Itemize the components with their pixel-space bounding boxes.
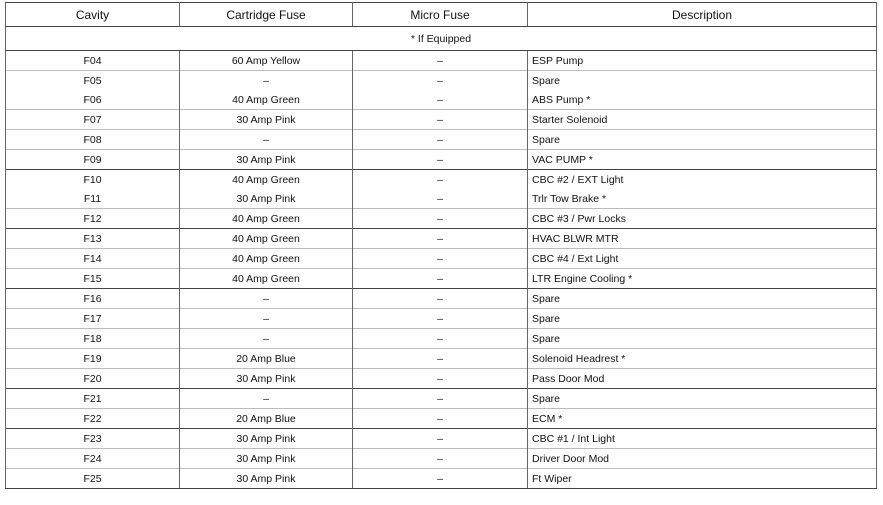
- description-cell: Spare: [528, 71, 877, 91]
- micro-fuse-cell: –: [353, 329, 528, 349]
- cartridge-fuse-cell: 40 Amp Green: [180, 269, 353, 289]
- cavity-cell: F14: [6, 249, 180, 269]
- cavity-cell: F07: [6, 110, 180, 130]
- cavity-cell: F04: [6, 51, 180, 71]
- description-cell: LTR Engine Cooling *: [528, 269, 877, 289]
- cartridge-fuse-cell: 20 Amp Blue: [180, 409, 353, 429]
- description-cell: Starter Solenoid: [528, 110, 877, 130]
- cavity-cell: F19: [6, 349, 180, 369]
- micro-fuse-cell: –: [353, 249, 528, 269]
- cavity-cell: F15: [6, 269, 180, 289]
- header-row: [6, 3, 877, 27]
- description-cell: ESP Pump: [528, 51, 877, 71]
- micro-fuse-cell: –: [353, 309, 528, 329]
- cavity-cell: F21: [6, 389, 180, 409]
- note-row: [6, 27, 877, 51]
- cavity-cell: F05: [6, 71, 180, 91]
- cartridge-fuse-cell: –: [180, 71, 353, 91]
- table-row: [6, 150, 877, 170]
- cavity-cell: F22: [6, 409, 180, 429]
- cartridge-fuse-cell: 30 Amp Pink: [180, 429, 353, 449]
- cartridge-fuse-cell: 40 Amp Green: [180, 90, 353, 110]
- description-cell: Spare: [528, 309, 877, 329]
- cavity-cell: F10: [6, 170, 180, 190]
- description-cell: Ft Wiper: [528, 469, 877, 489]
- micro-fuse-cell: –: [353, 90, 528, 110]
- micro-fuse-cell: –: [353, 449, 528, 469]
- micro-fuse-cell: –: [353, 170, 528, 190]
- cavity-cell: F16: [6, 289, 180, 309]
- cartridge-fuse-cell: –: [180, 130, 353, 150]
- description-cell: Spare: [528, 130, 877, 150]
- header-description: Description: [528, 3, 877, 27]
- cavity-cell: F09: [6, 150, 180, 170]
- table-row: [6, 329, 877, 349]
- table-row: [6, 209, 877, 229]
- description-cell: Spare: [528, 329, 877, 349]
- cavity-cell: F17: [6, 309, 180, 329]
- micro-fuse-cell: –: [353, 110, 528, 130]
- table-row: [6, 170, 877, 190]
- fuse-table: [5, 2, 877, 489]
- description-cell: VAC PUMP *: [528, 150, 877, 170]
- cartridge-fuse-cell: –: [180, 309, 353, 329]
- table-row: [6, 90, 877, 110]
- cavity-cell: F08: [6, 130, 180, 150]
- description-cell: CBC #2 / EXT Light: [528, 170, 877, 190]
- cartridge-fuse-cell: 30 Amp Pink: [180, 449, 353, 469]
- cavity-cell: F11: [6, 189, 180, 209]
- description-cell: CBC #3 / Pwr Locks: [528, 209, 877, 229]
- table-row: [6, 110, 877, 130]
- table-row: [6, 409, 877, 429]
- header-cartridge-fuse: Cartridge Fuse: [180, 3, 353, 27]
- micro-fuse-cell: –: [353, 229, 528, 249]
- cartridge-fuse-cell: 30 Amp Pink: [180, 150, 353, 170]
- header-cavity: Cavity: [6, 3, 180, 27]
- cavity-cell: F24: [6, 449, 180, 469]
- micro-fuse-cell: –: [353, 289, 528, 309]
- micro-fuse-cell: –: [353, 349, 528, 369]
- table-row: [6, 51, 877, 71]
- cavity-cell: F20: [6, 369, 180, 389]
- table-row: [6, 309, 877, 329]
- description-cell: HVAC BLWR MTR: [528, 229, 877, 249]
- table-row: [6, 389, 877, 409]
- micro-fuse-cell: –: [353, 469, 528, 489]
- table-row: [6, 369, 877, 389]
- micro-fuse-cell: –: [353, 369, 528, 389]
- fuse-table-body: [6, 27, 877, 489]
- description-cell: Solenoid Headrest *: [528, 349, 877, 369]
- cartridge-fuse-cell: 30 Amp Pink: [180, 189, 353, 209]
- micro-fuse-cell: –: [353, 130, 528, 150]
- description-cell: ABS Pump *: [528, 90, 877, 110]
- table-row: [6, 289, 877, 309]
- table-row: [6, 130, 877, 150]
- table-row: [6, 429, 877, 449]
- table-row: [6, 71, 877, 91]
- micro-fuse-cell: –: [353, 71, 528, 91]
- cartridge-fuse-cell: 20 Amp Blue: [180, 349, 353, 369]
- description-cell: CBC #4 / Ext Light: [528, 249, 877, 269]
- micro-fuse-cell: –: [353, 269, 528, 289]
- description-cell: CBC #1 / Int Light: [528, 429, 877, 449]
- table-row: [6, 469, 877, 489]
- micro-fuse-cell: –: [353, 51, 528, 71]
- cavity-cell: F23: [6, 429, 180, 449]
- header-micro-fuse: Micro Fuse: [353, 3, 528, 27]
- cavity-cell: F13: [6, 229, 180, 249]
- table-row: [6, 249, 877, 269]
- cavity-cell: F18: [6, 329, 180, 349]
- description-cell: Spare: [528, 389, 877, 409]
- cartridge-fuse-cell: 60 Amp Yellow: [180, 51, 353, 71]
- cavity-cell: F06: [6, 90, 180, 110]
- micro-fuse-cell: –: [353, 209, 528, 229]
- cartridge-fuse-cell: 30 Amp Pink: [180, 110, 353, 130]
- table-row: [6, 229, 877, 249]
- if-equipped-note: * If Equipped: [6, 27, 877, 51]
- description-cell: Pass Door Mod: [528, 369, 877, 389]
- description-cell: Trlr Tow Brake *: [528, 189, 877, 209]
- cartridge-fuse-cell: –: [180, 389, 353, 409]
- description-cell: Driver Door Mod: [528, 449, 877, 469]
- cartridge-fuse-cell: 40 Amp Green: [180, 170, 353, 190]
- micro-fuse-cell: –: [353, 189, 528, 209]
- cartridge-fuse-cell: 40 Amp Green: [180, 229, 353, 249]
- micro-fuse-cell: –: [353, 409, 528, 429]
- cavity-cell: F25: [6, 469, 180, 489]
- cartridge-fuse-cell: 40 Amp Green: [180, 209, 353, 229]
- table-row: [6, 189, 877, 209]
- description-cell: ECM *: [528, 409, 877, 429]
- cartridge-fuse-cell: 40 Amp Green: [180, 249, 353, 269]
- table-row: [6, 269, 877, 289]
- micro-fuse-cell: –: [353, 429, 528, 449]
- table-row: [6, 349, 877, 369]
- micro-fuse-cell: –: [353, 150, 528, 170]
- table-row: [6, 449, 877, 469]
- cartridge-fuse-cell: –: [180, 329, 353, 349]
- cavity-cell: F12: [6, 209, 180, 229]
- micro-fuse-cell: –: [353, 389, 528, 409]
- cartridge-fuse-cell: 30 Amp Pink: [180, 369, 353, 389]
- description-cell: Spare: [528, 289, 877, 309]
- cartridge-fuse-cell: 30 Amp Pink: [180, 469, 353, 489]
- cartridge-fuse-cell: –: [180, 289, 353, 309]
